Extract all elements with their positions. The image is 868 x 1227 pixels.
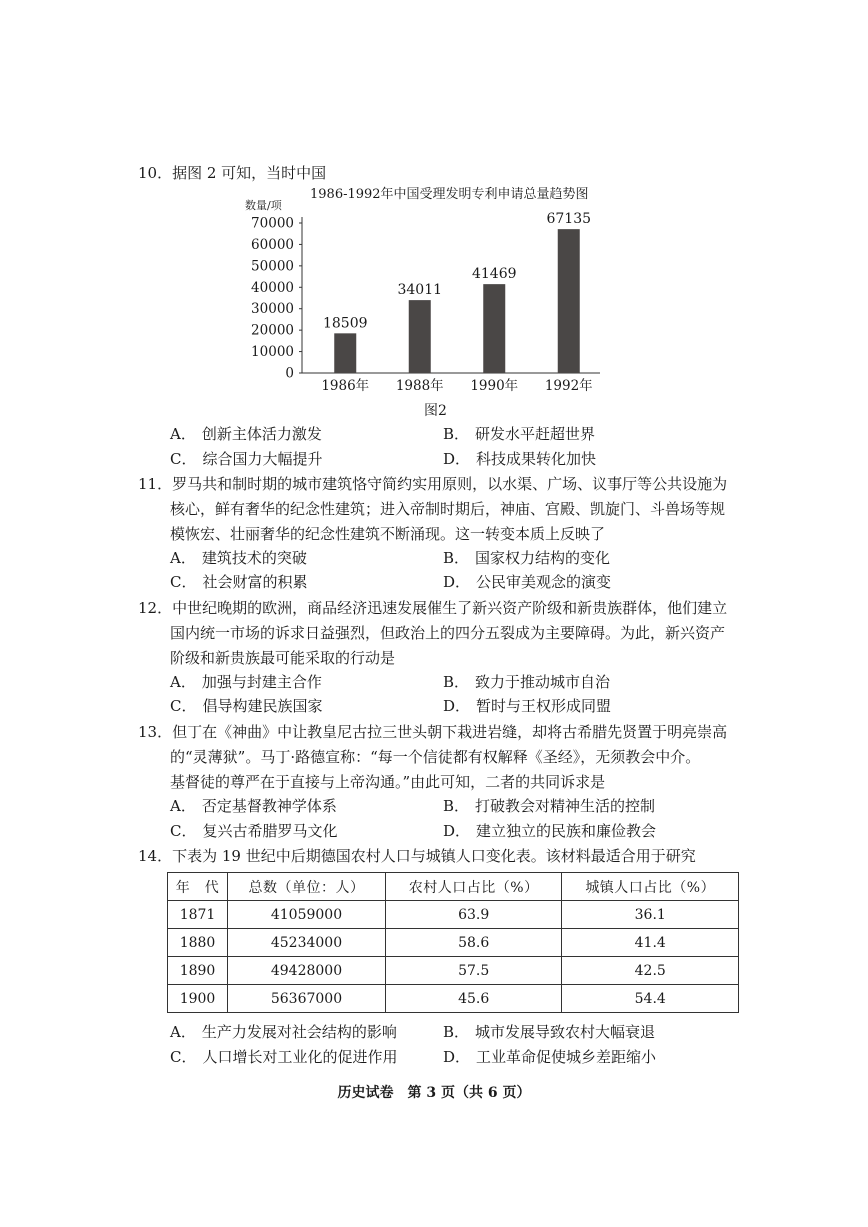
bar [558,229,580,373]
patent-bar-chart [240,183,620,423]
option-letter: C． [170,822,197,840]
option-letter: A． [170,425,196,443]
question-number: 10． [138,164,173,182]
table-cell: 42.5 [562,957,739,985]
table-cell: 1900 [168,985,228,1013]
q11-option-d[interactable] [443,571,611,593]
question-13 [138,720,738,745]
table-cell: 54.4 [562,985,739,1013]
table-row [168,957,739,985]
q11-option-b[interactable] [443,547,610,569]
q14-option-d[interactable] [443,1046,656,1068]
option-letter: D． [443,573,471,591]
table-cell: 56367000 [228,985,386,1013]
option-text: 人口增长对工业化的促进作用 [202,1048,398,1066]
question-line: 模恢宏、壮丽奢华的纪念性建筑不断涌现。这一转变本质上反映了 [170,525,606,543]
option-text: 创新主体活力激发 [201,425,322,443]
q12-option-c[interactable] [170,695,323,717]
option-letter: B． [443,425,470,443]
x-tick-label: 1986年 [321,378,370,394]
table-cell: 36.1 [562,901,739,929]
question-line: 国内统一市场的诉求日益强烈，但政治上的四分五裂成为主要障碍。为此，新兴资产 [170,624,726,642]
q14-option-c[interactable] [170,1046,398,1068]
table-cell: 57.5 [385,957,562,985]
option-text: 建筑技术的突破 [201,549,307,567]
option-text: 暂时与王权形成同盟 [476,697,612,715]
option-letter: A． [170,797,196,815]
y-tick-label: 70000 [251,215,294,232]
q13-option-d[interactable] [443,820,656,842]
table-header: 总数（单位：人） [228,873,386,901]
option-letter: C． [170,450,197,468]
bar-value-label: 34011 [397,282,443,299]
table-cell: 1880 [168,929,228,957]
option-letter: A． [170,549,196,567]
question-line: 但丁在《神曲》中让教皇尼古拉三世头朝下栽进岩缝，却将古希腊先贤置于明亮崇高 [172,723,728,741]
question-stem: 据图 2 可知，当时中国 [172,164,327,182]
option-text: 加强与封建主合作 [201,673,322,691]
y-tick-label: 30000 [251,301,294,318]
option-text: 打破教会对精神生活的控制 [475,797,656,815]
option-letter: D． [443,1048,471,1066]
option-text: 否定基督教神学体系 [201,797,337,815]
question-12 [138,596,738,621]
q13-option-c[interactable] [170,820,338,842]
chart-title: 1986-1992年中国受理发明专利申请总量趋势图 [310,187,589,202]
question-number: 11． [138,475,173,493]
bar [334,333,356,373]
question-stem: 下表为 19 世纪中后期德国农村人口与城镇人口变化表。该材料最适合用于研究 [172,847,696,865]
option-letter: D． [443,697,471,715]
option-letter: B． [443,1023,470,1041]
q12-option-b[interactable] [443,671,610,693]
q14-option-b[interactable] [443,1021,655,1043]
q10-option-c[interactable] [170,448,323,470]
question-line: 阶级和新贵族最可能采取的行动是 [170,649,396,667]
q13-option-b[interactable] [443,795,655,817]
page-footer: 历史试卷 第 3 页（共 6 页） [337,1085,531,1101]
y-tick-label: 0 [285,365,294,382]
option-letter: C． [170,1048,197,1066]
table-row [168,985,739,1013]
q11-option-c[interactable] [170,571,308,593]
bar [483,284,505,373]
option-text: 综合国力大幅提升 [202,450,323,468]
table-row [168,901,739,929]
y-tick-label: 60000 [251,236,294,253]
option-letter: A． [170,673,196,691]
option-letter: B． [443,549,470,567]
question-line: 核心，鲜有奢华的纪念性建筑；进入帝制时期后，神庙、宫殿、凯旋门、斗兽场等规 [170,500,726,518]
option-letter: B． [443,673,470,691]
table-cell: 45234000 [228,929,386,957]
option-text: 建立独立的民族和廉俭教会 [476,822,657,840]
question-number: 14． [138,847,173,865]
question-number: 13． [138,723,173,741]
bar-value-label: 18509 [322,315,368,332]
table-header: 年 代 [168,873,228,901]
bar [409,300,431,373]
bar-value-label: 67135 [546,211,592,228]
option-text: 国家权力结构的变化 [475,549,611,567]
x-tick-label: 1988年 [395,378,444,394]
q11-option-a[interactable] [170,547,307,569]
option-letter: C． [170,697,197,715]
q14-option-a[interactable] [170,1021,397,1043]
q12-option-d[interactable] [443,695,611,717]
option-letter: A． [170,1023,196,1041]
question-number: 12． [138,599,173,617]
option-text: 研发水平赶超世界 [475,425,596,443]
y-axis-label: 数量/项 [245,199,282,212]
option-text: 公民审美观念的演变 [476,573,612,591]
table-cell: 58.6 [385,929,562,957]
table-header: 城镇人口占比（%） [562,873,739,901]
question-line: 基督徒的尊严在于直接与上帝沟通。”由此可知，二者的共同诉求是 [170,773,606,791]
table-row [168,929,739,957]
option-text: 科技成果转化加快 [476,450,597,468]
q10-option-d[interactable] [443,448,596,470]
population-table [167,872,739,1013]
question-14 [138,844,738,869]
table-cell: 49428000 [228,957,386,985]
table-cell: 1871 [168,901,228,929]
x-tick-label: 1990年 [470,378,519,394]
y-tick-label: 40000 [251,279,294,296]
table-cell: 63.9 [385,901,562,929]
option-text: 致力于推动城市自治 [475,673,611,691]
option-letter: D． [443,822,471,840]
option-letter: D． [443,450,471,468]
q13-option-a[interactable] [170,795,337,817]
chart-caption: 图2 [424,403,447,419]
table-header-row [168,873,739,901]
option-text: 城市发展导致农村大幅衰退 [475,1023,656,1041]
option-text: 社会财富的积累 [202,573,308,591]
table-cell: 41.4 [562,929,739,957]
q10-option-b[interactable] [443,423,595,445]
option-text: 工业革命促使城乡差距缩小 [476,1048,657,1066]
table-cell: 45.6 [385,985,562,1013]
question-line: 罗马共和制时期的城市建筑恪守简约实用原则，以水渠、广场、议事厅等公共设施为 [172,475,728,493]
y-tick-label: 50000 [251,258,294,275]
table-header: 农村人口占比（%） [385,873,562,901]
bar-value-label: 41469 [471,266,517,283]
option-letter: C． [170,573,197,591]
question-line: 的“灵薄狱”。马丁·路德宣称：“每一个信徒都有权解释《圣经》，无须教会中介。 [170,748,701,766]
option-letter: B． [443,797,470,815]
question-line: 中世纪晚期的欧洲，商品经济迅速发展催生了新兴资产阶级和新贵族群体，他们建立 [172,599,728,617]
question-11 [138,472,738,497]
y-tick-label: 10000 [251,344,294,361]
x-tick-label: 1992年 [544,378,593,394]
q10-option-a[interactable] [170,423,322,445]
y-tick-label: 20000 [251,322,294,339]
table-cell: 1890 [168,957,228,985]
table-cell: 41059000 [228,901,386,929]
option-text: 倡导构建民族国家 [202,697,323,715]
q12-option-a[interactable] [170,671,322,693]
option-text: 生产力发展对社会结构的影响 [201,1023,397,1041]
option-text: 复兴古希腊罗马文化 [202,822,338,840]
